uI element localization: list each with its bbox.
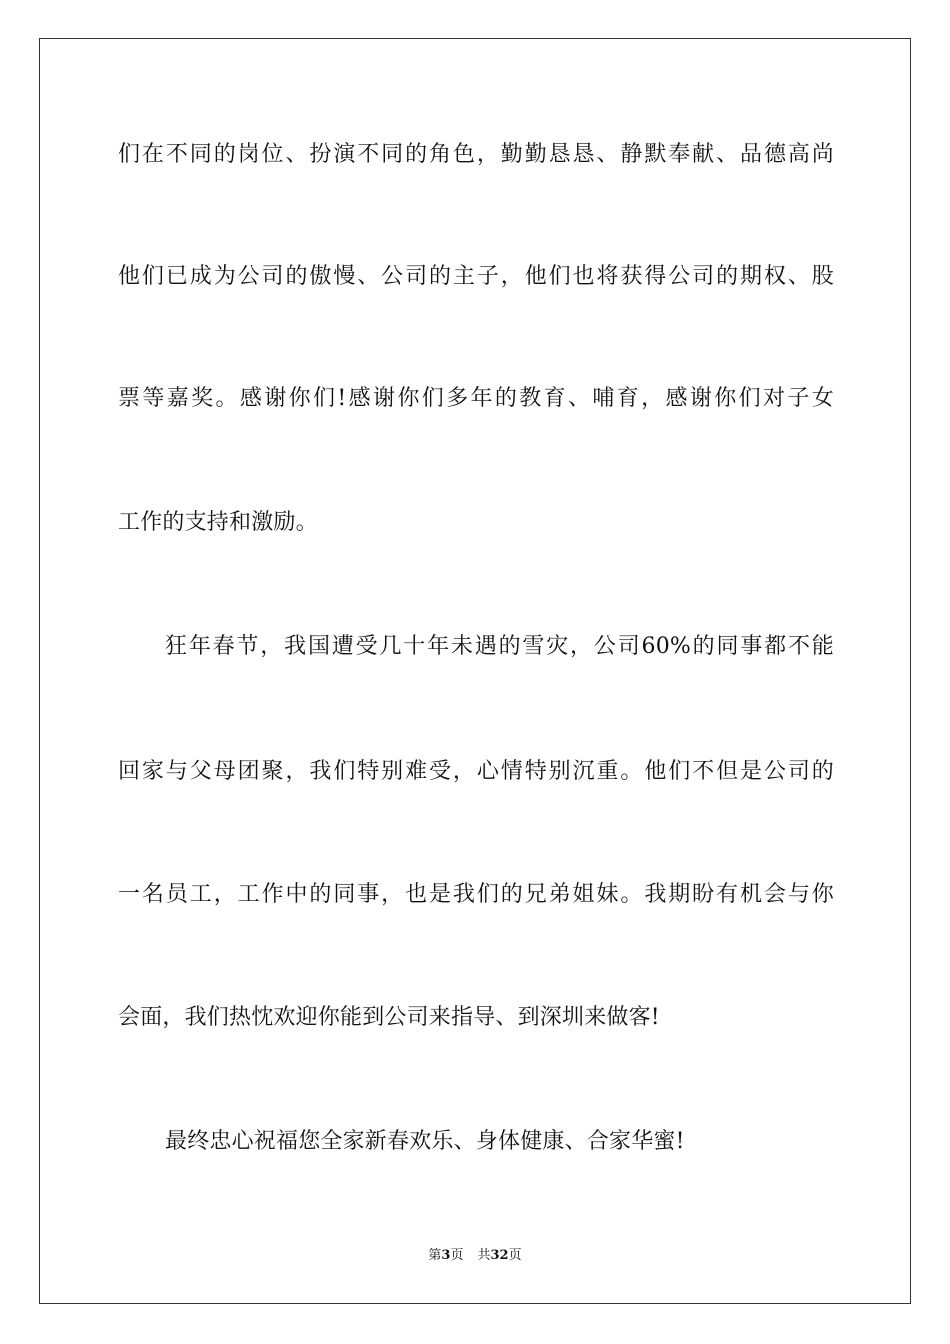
page-prefix: 第	[428, 1248, 442, 1263]
page-footer	[0, 1247, 950, 1265]
paragraph-line: 狂年春节，我国遭受几十年未遇的雪灾，公司60%的同事都不能	[165, 634, 834, 659]
paragraph-line: 会面，我们热忱欢迎你能到公司来指导、到深圳来做客!	[118, 1005, 660, 1030]
paragraph-line: 他们已成为公司的傲慢、公司的主子，他们也将获得公司的期权、股	[118, 264, 834, 289]
total-pages: 32	[490, 1248, 509, 1263]
paragraph-line: 一名员工，工作中的同事，也是我们的兄弟姐妹。我期盼有机会与你	[118, 882, 834, 907]
total-prefix: 共	[477, 1248, 491, 1263]
page-suffix: 页	[450, 1248, 464, 1263]
paragraph-line: 工作的支持和激励。	[118, 510, 318, 535]
paragraph-line: 最终忠心祝福您全家新春欢乐、身体健康、合家华蜜!	[165, 1129, 685, 1154]
page-number: 3	[441, 1248, 451, 1263]
paragraph-line: 们在不同的岗位、扮演不同的角色，勤勤恳恳、静默奉献、品德高尚	[118, 142, 834, 167]
paragraph-line: 回家与父母团聚，我们特别难受，心情特别沉重。他们不但是公司的	[118, 759, 834, 784]
total-suffix: 页	[508, 1248, 522, 1263]
page-border	[39, 38, 911, 1304]
paragraph-line: 票等嘉奖。感谢你们!感谢你们多年的教育、哺育，感谢你们对子女	[118, 386, 834, 411]
